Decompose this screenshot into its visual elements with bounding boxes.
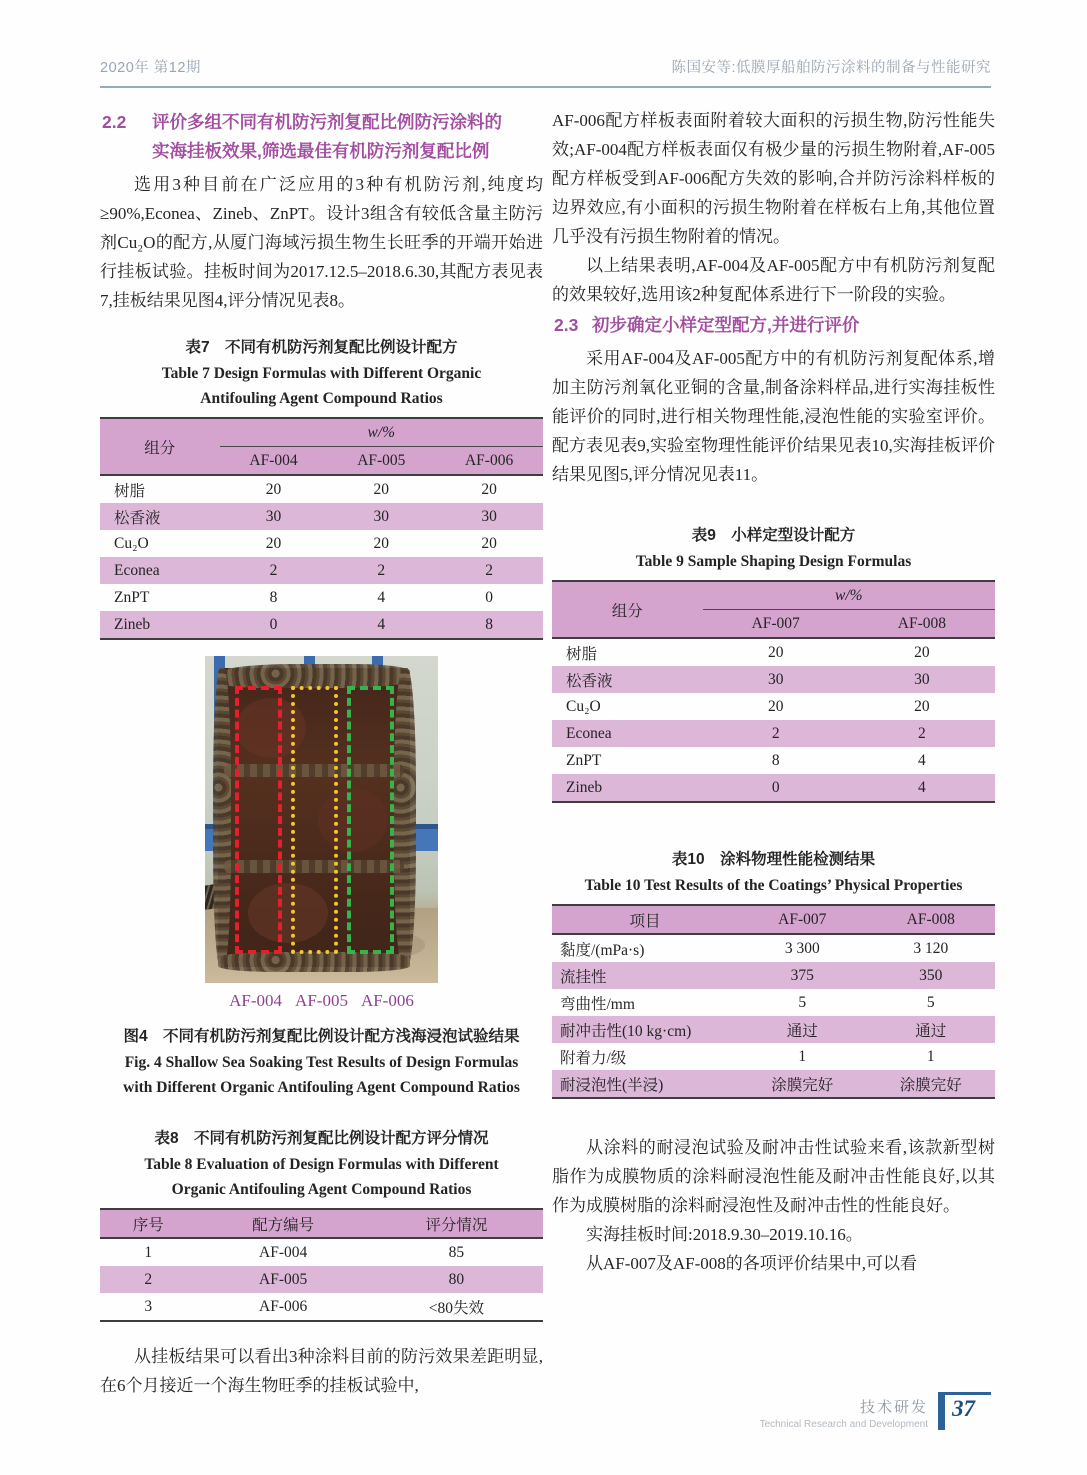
cell: 80 xyxy=(370,1266,543,1293)
table-row xyxy=(100,475,543,503)
cell: 4 xyxy=(849,774,995,802)
paragraph: 从涂料的耐浸泡试验及耐冲击性试验来看,该款新型树脂作为成膜物质的涂料耐浸泡性能及耐冲击性能良好,以其作为成膜树脂的涂料耐浸泡性及耐冲击性的性能良好。 xyxy=(552,1138,995,1215)
cell: 2 xyxy=(327,557,435,584)
row-label: Cu₂O xyxy=(114,534,149,552)
cell: 20 xyxy=(914,643,930,661)
cell: 350 xyxy=(867,962,995,989)
cell: 1 xyxy=(144,1243,153,1261)
table7-group-header: w/% xyxy=(220,418,543,447)
section-2-2-heading xyxy=(100,108,543,166)
cell: 5 xyxy=(798,993,807,1011)
figure4-caption-en2: with Different Organic Antifouling Agent Compound Ratios xyxy=(123,1079,520,1096)
cell: 30 xyxy=(220,503,328,530)
section-title-line1: 评价多组不同有机防污剂复配比例防污涂料的 xyxy=(152,112,502,132)
footer-section-label xyxy=(760,1396,928,1430)
cell: 4 xyxy=(377,588,386,606)
cell: 30 xyxy=(435,503,543,530)
cell: 1 xyxy=(926,1047,935,1065)
cell: AF-006 xyxy=(259,1297,308,1315)
table10-title-en: Table 10 Test Results of the Coatings’ Physical Properties xyxy=(584,877,963,894)
footer-label-cn: 技术研发 xyxy=(859,1399,928,1416)
table-row xyxy=(552,989,995,1016)
table9-title-en: Table 9 Sample Shaping Design Formulas xyxy=(635,553,912,570)
figure4-photo xyxy=(205,656,438,983)
table7-title-cn: 表7 不同有机防污剂复配比例设计配方 xyxy=(185,339,458,356)
table8-col-header: 配方编号 xyxy=(197,1209,370,1238)
cell: 8 xyxy=(435,611,543,639)
table-row xyxy=(100,530,543,557)
cell: 0 xyxy=(485,588,493,606)
panel-label: AF-006 xyxy=(360,991,414,1010)
figure4-caption-en1: Fig. 4 Shallow Sea Soaking Test Results of Design Formulas xyxy=(124,1054,519,1071)
table-row xyxy=(552,693,995,720)
figure4-caption-cn: 图4 不同有机防污剂复配比例设计配方浅海浸泡试验结果 xyxy=(123,1028,520,1045)
section-number: 2.2 xyxy=(102,112,127,132)
table-row xyxy=(552,962,995,989)
footer-label-en: Technical Research and Development xyxy=(759,1419,928,1430)
table-row xyxy=(100,611,543,639)
section-title-line2: 实海挂板效果,筛选最佳有机防污剂复配比例 xyxy=(152,141,490,161)
cell: 8 xyxy=(771,751,780,769)
table8-title-cn: 表8 不同有机防污剂复配比例设计配方评分情况 xyxy=(154,1130,489,1147)
cell: 2 xyxy=(849,720,995,747)
cell: 3 120 xyxy=(913,939,949,957)
row-label: 树脂 xyxy=(114,482,146,500)
table8-col-header: 序号 xyxy=(100,1209,197,1238)
table-row xyxy=(552,934,995,962)
cell: 20 xyxy=(373,480,390,498)
cell: 20 xyxy=(265,534,282,552)
table7-col-header: AF-005 xyxy=(327,447,435,476)
row-label: Cu₂O xyxy=(566,697,601,715)
row-label: 松香液 xyxy=(100,503,220,530)
paragraph: 采用AF-004及AF-005配方中的有机防污剂复配体系,增加主防污剂氧化亚铜的含量,制备涂料样品,进行实海挂板性能评价的同时,进行相关物理性能,浸泡性能的实验室评价。配方表见表9,实验室物理性能评价结果见表10,实海挂板评价结果见图5,评分情况见表11。 xyxy=(552,349,995,484)
table9-col-header: AF-007 xyxy=(703,610,849,639)
section-2-3-heading xyxy=(552,311,995,340)
cell: 通过 xyxy=(867,1016,995,1043)
table-row xyxy=(100,1238,543,1266)
table-row xyxy=(100,503,543,530)
row-label: 黏度/(mPa·s) xyxy=(560,941,645,959)
fouling-edge xyxy=(213,668,231,967)
table9-corner-header: 组分 xyxy=(552,581,703,638)
cell: 20 xyxy=(767,643,784,661)
page-number: 37 xyxy=(945,1392,991,1430)
table7-col-header: AF-004 xyxy=(220,447,328,476)
table8-col-header: 评分情况 xyxy=(370,1209,543,1238)
table9-col-header: AF-008 xyxy=(849,610,995,639)
paragraph: 以上结果表明,AF-004及AF-005配方中有机防污剂复配的效果较好,选用该2种复配体系进行下一阶段的实验。 xyxy=(552,256,995,304)
cell: 2 xyxy=(220,557,328,584)
table7 xyxy=(100,417,543,640)
cell: 2 xyxy=(703,720,849,747)
cell: 30 xyxy=(327,503,435,530)
table-row xyxy=(552,666,995,693)
page-number-mark xyxy=(938,1392,991,1430)
cell: 4 xyxy=(918,751,926,769)
cell: 30 xyxy=(849,666,995,693)
cell: 涂膜完好 xyxy=(867,1070,995,1098)
table7-corner-header: 组分 xyxy=(100,418,220,475)
cell: <80失效 xyxy=(428,1299,484,1317)
cell: 5 xyxy=(926,993,935,1011)
table-row xyxy=(552,638,995,666)
paragraph: 选用3种目前在广泛应用的3种有机防污剂,纯度均≥90%,Econea、Zineb、ZnPT。设计3组含有较低含量主防污剂Cu₂O的配方,从厦门海域污损生物生长旺季的开端开始进行挂板试验。挂板时间为2017.12.5–2018.6.30,其配方表见表7,挂板结果见图4,评分情况见表8。 xyxy=(100,175,543,310)
table7-title-en1: Table 7 Design Formulas with Different Organic xyxy=(161,365,482,382)
table-row xyxy=(100,584,543,611)
cell: 20 xyxy=(767,697,784,715)
table9-title-cn: 表9 小样定型设计配方 xyxy=(691,527,856,544)
cell: 4 xyxy=(327,611,435,639)
journal-issue: 2020年 第12期 xyxy=(100,60,201,76)
cell: 20 xyxy=(914,697,930,715)
row-label: ZnPT xyxy=(566,751,602,769)
table10-col-header: AF-008 xyxy=(867,905,995,934)
paragraph: 实海挂板时间:2018.9.30–2019.10.16。 xyxy=(586,1225,863,1244)
table-row xyxy=(100,1266,543,1293)
table10 xyxy=(552,904,995,1099)
figure4-panel-labels xyxy=(205,991,438,1011)
row-label: Econea xyxy=(552,720,703,747)
table10-title-cn: 表10 涂料物理性能检测结果 xyxy=(671,851,876,868)
paragraph: AF-006配方样板表面附着较大面积的污损生物,防污性能失效;AF-004配方样板表面仅有极少量的污损生物附着,AF-005配方样板受到AF-006配方失效的影响,合并防污涂料样板的边界效应,有小面积的污损生物附着在样板右上角,其他位置几乎没有污损生物附着的情况。 xyxy=(552,111,995,246)
running-title: 陈国安等:低膜厚船舶防污涂料的制备与性能研究 xyxy=(671,60,991,76)
table-row xyxy=(100,1293,543,1321)
section-number: 2.3 xyxy=(554,315,579,335)
cell: AF-005 xyxy=(197,1266,370,1293)
fouling-edge xyxy=(218,952,410,972)
row-label: 树脂 xyxy=(566,645,598,663)
row-label: 耐浸泡性(半浸) xyxy=(552,1070,738,1098)
table8-title-en1: Table 8 Evaluation of Design Formulas with Different xyxy=(144,1156,499,1173)
cell: AF-004 xyxy=(259,1243,308,1261)
row-label: Zineb xyxy=(100,611,220,639)
paragraph: 从挂板结果可以看出3种涂料目前的防污效果差距明显,在6个月接近一个海生物旺季的挂板试验中, xyxy=(100,1347,543,1395)
cell: 2 xyxy=(100,1266,197,1293)
cell: 通过 xyxy=(738,1016,866,1043)
cell: 8 xyxy=(269,588,278,606)
cell: 20 xyxy=(481,480,497,498)
paragraph: 从AF-007及AF-008的各项评价结果中,可以看 xyxy=(586,1254,918,1273)
table-row xyxy=(552,1043,995,1070)
cell: 85 xyxy=(448,1243,465,1261)
panel-label: AF-005 xyxy=(295,991,348,1010)
row-label: 耐冲击性(10 kg·cm) xyxy=(552,1016,738,1043)
table9 xyxy=(552,580,995,803)
table7-title-en2: Antifouling Agent Compound Ratios xyxy=(200,390,443,407)
cell: 3 300 xyxy=(784,939,820,957)
cell: 20 xyxy=(373,534,390,552)
row-label: 附着力/级 xyxy=(560,1049,627,1067)
row-label: Zineb xyxy=(552,774,703,802)
table8-title-en2: Organic Antifouling Agent Compound Ratios xyxy=(171,1181,472,1198)
table-row xyxy=(552,1070,995,1098)
table7-col-header: AF-006 xyxy=(435,447,543,476)
table-row xyxy=(552,1016,995,1043)
header-rule xyxy=(100,86,991,88)
row-label: 弯曲性/mm xyxy=(560,995,635,1013)
row-label: 松香液 xyxy=(552,666,703,693)
left-column xyxy=(100,106,543,1400)
table-row xyxy=(552,720,995,747)
right-column xyxy=(552,106,995,1278)
section-title: 初步确定小样定型配方,并进行评价 xyxy=(592,315,860,335)
table-row xyxy=(552,747,995,774)
cell: 30 xyxy=(703,666,849,693)
row-label: ZnPT xyxy=(114,588,150,606)
fouling-edge xyxy=(218,664,410,688)
table9-group-header: w/% xyxy=(703,581,995,610)
row-label: Econea xyxy=(100,557,220,584)
table10-col-header: 项目 xyxy=(552,905,738,934)
cell: 20 xyxy=(265,480,282,498)
panel-label: AF-004 xyxy=(229,991,283,1010)
cell: 2 xyxy=(435,557,543,584)
table-row xyxy=(100,557,543,584)
page-footer xyxy=(760,1392,991,1430)
fouling-edge xyxy=(394,668,416,967)
table8 xyxy=(100,1208,543,1322)
cell: 1 xyxy=(798,1047,807,1065)
af004-red-dashed-box xyxy=(235,686,282,954)
row-label: 流挂性 xyxy=(552,962,738,989)
cell: 0 xyxy=(703,774,849,802)
cell: 20 xyxy=(481,534,497,552)
cell: 3 xyxy=(144,1297,153,1315)
table-row xyxy=(552,774,995,802)
cell: 0 xyxy=(220,611,328,639)
table10-col-header: AF-007 xyxy=(738,905,866,934)
af005-yellow-dotted-box xyxy=(291,686,338,954)
af006-green-dashed-box xyxy=(347,686,394,954)
figure4 xyxy=(205,656,438,1011)
cell: 375 xyxy=(738,962,866,989)
cell: 涂膜完好 xyxy=(738,1070,866,1098)
